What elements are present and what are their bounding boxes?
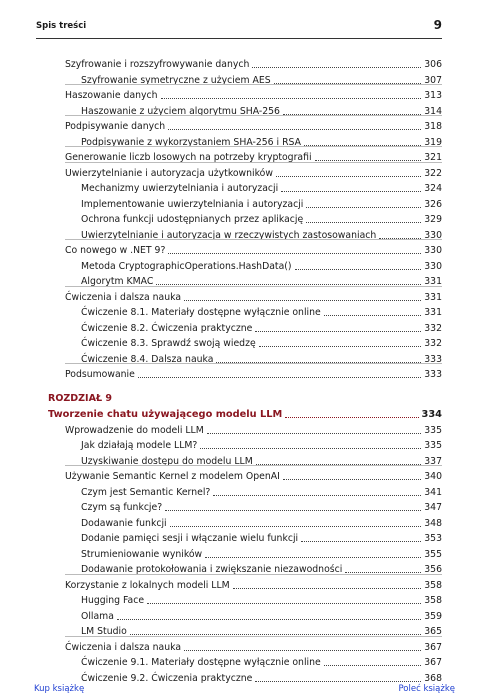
dot-leader	[252, 57, 421, 68]
toc-entry-page: 332	[424, 338, 442, 349]
dot-leader	[200, 438, 421, 449]
toc-entry-page: 353	[424, 533, 442, 544]
dot-leader	[184, 640, 421, 651]
dot-leader	[207, 423, 421, 434]
dot-leader	[306, 197, 421, 208]
dot-leader	[324, 655, 422, 666]
toc-entry-title: Czym jest Semantic Kernel?	[81, 486, 211, 498]
dot-leader	[216, 352, 421, 363]
toc-entry[interactable]	[48, 335, 442, 351]
dot-leader	[255, 671, 421, 682]
toc-entry-title: Dodawanie funkcji	[81, 517, 167, 529]
toc-entry-page: 368	[424, 672, 442, 684]
toc-entry[interactable]	[48, 196, 442, 212]
chapter-page: 334	[421, 408, 442, 420]
toc-entry-title: Podpisywanie danych	[65, 121, 166, 132]
dot-leader	[274, 73, 422, 84]
toc-entry[interactable]	[48, 304, 442, 320]
dot-leader	[276, 166, 421, 177]
toc-entry[interactable]	[48, 258, 442, 274]
toc-entry-title: Hugging Face	[81, 595, 145, 606]
toc-entry-page: 356	[424, 564, 442, 575]
dot-leader	[283, 104, 421, 115]
dot-leader	[233, 578, 422, 589]
dot-leader	[304, 135, 421, 146]
chapter-title: Tworzenie chatu używającego modelu LLM	[48, 408, 283, 420]
dot-leader	[285, 407, 418, 418]
toc-entry-title: Uwierzytelnianie i autoryzacja użytkowników	[65, 167, 273, 179]
toc-entry[interactable]	[48, 242, 442, 258]
toc-entry[interactable]	[48, 180, 442, 196]
buy-book-link[interactable]: Kup książkę	[34, 684, 85, 694]
toc-entry-page: 322	[424, 167, 442, 179]
toc-entry-title: Metoda CryptographicOperations.HashData()	[81, 260, 292, 272]
toc-entry-title: Podsumowanie	[65, 369, 135, 380]
toc-entry-page: 358	[424, 595, 442, 606]
dot-leader	[168, 119, 421, 130]
toc-entry[interactable]	[48, 468, 442, 484]
toc-entry-page: 332	[424, 322, 442, 334]
toc-entry-page: 331	[424, 276, 442, 287]
dot-leader	[156, 274, 421, 285]
chapter-title-entry[interactable]	[48, 406, 442, 422]
dot-leader	[295, 259, 422, 270]
toc-entry[interactable]	[48, 484, 442, 500]
toc-entry-title: Algorytm KMAC	[81, 276, 154, 287]
toc-entry-title: Dodawanie protokołowania i zwiększanie niezawodności	[81, 564, 343, 575]
dot-leader	[315, 150, 422, 161]
toc-entry-page: 367	[424, 641, 442, 653]
toc-entry-page: 359	[424, 610, 442, 622]
dot-leader	[255, 321, 421, 332]
dot-leader	[170, 516, 422, 527]
toc-entry-title: Używanie Semantic Kernel z modelem OpenAI	[65, 471, 280, 482]
toc-entry-title: Uzyskiwanie dostępu do modelu LLM	[81, 455, 253, 467]
toc-entry-page: 347	[424, 502, 442, 513]
toc-entry-title: Ćwiczenie 8.2. Ćwiczenia praktyczne	[81, 322, 253, 334]
page-number: 9	[433, 18, 442, 32]
dot-leader	[117, 609, 421, 620]
toc-entry[interactable]	[48, 56, 442, 72]
toc-entry-title: Uwierzytelnianie i autoryzacja w rzeczywistych zastosowaniach	[81, 229, 377, 241]
toc-entry[interactable]	[48, 530, 442, 546]
toc-entry[interactable]	[48, 499, 442, 515]
toc-entry[interactable]	[48, 422, 442, 438]
toc-entry-title: Podpisywanie z wykorzystaniem SHA-256 i RSA	[81, 136, 301, 148]
dot-leader	[205, 547, 421, 558]
toc-entry-title: Ćwiczenie 8.4. Dalsza nauka	[81, 353, 214, 365]
toc-entry-page: 335	[424, 424, 442, 436]
toc-entry[interactable]	[48, 515, 442, 531]
toc-entry[interactable]	[48, 546, 442, 562]
toc-entry[interactable]	[48, 437, 442, 453]
toc-entry-title: Haszowanie danych	[65, 90, 158, 101]
dot-leader	[168, 243, 421, 254]
toc-entry-page: 335	[424, 440, 442, 451]
toc-entry-page: 355	[424, 548, 442, 560]
toc-section-chapter-9	[48, 422, 442, 686]
toc-entry-page: 340	[424, 471, 442, 482]
toc-entry-title: Wprowadzenie do modeli LLM	[65, 424, 204, 436]
toc-entry-title: Ochrona funkcji udostępnianych przez aplikację	[81, 214, 304, 225]
toc-entry-page: 333	[424, 369, 442, 380]
toc-entry-page: 326	[424, 198, 442, 210]
toc-entry[interactable]	[48, 608, 442, 624]
header-divider	[36, 38, 442, 39]
dot-leader	[138, 367, 421, 378]
toc-entry-page: 331	[424, 291, 442, 303]
toc-entry-page: 337	[424, 455, 442, 467]
toc-entry-page: 358	[424, 579, 442, 591]
toc-section-chapter-8	[48, 56, 442, 382]
table-of-contents	[48, 56, 442, 685]
toc-entry-page: 321	[424, 152, 442, 163]
toc-entry-title: Ćwiczenie 8.3. Sprawdź swoją wiedzę	[81, 338, 256, 349]
dot-leader	[324, 305, 422, 316]
toc-entry-title: Implementowanie uwierzytelniania i autoryzacji	[81, 198, 304, 210]
dot-leader	[256, 454, 422, 465]
toc-entry[interactable]	[48, 654, 442, 670]
toc-entry-page: 330	[424, 260, 442, 272]
toc-entry-title: Jak działają modele LLM?	[81, 440, 198, 451]
toc-entry-page: 348	[424, 517, 442, 529]
toc-entry-page: 324	[424, 183, 442, 194]
toc-entry-page: 341	[424, 486, 442, 498]
toc-entry[interactable]	[48, 211, 442, 227]
toc-entry-title: Mechanizmy uwierzytelniania i autoryzacji	[81, 183, 279, 194]
chapter-label: ROZDZIAŁ 9	[48, 392, 112, 404]
toc-entry-page: 333	[424, 353, 442, 365]
toc-entry-title: Ćwiczenie 9.2. Ćwiczenia praktyczne	[81, 672, 253, 684]
toc-entry[interactable]	[48, 639, 442, 655]
dot-leader	[306, 212, 421, 223]
dot-leader	[345, 562, 421, 573]
toc-entry-page: 319	[424, 136, 442, 148]
toc-entry-page: 330	[424, 229, 442, 241]
toc-entry[interactable]	[48, 592, 442, 608]
toc-entry-title: Co nowego w .NET 9?	[65, 245, 166, 256]
dot-leader	[130, 624, 421, 635]
toc-entry-title: Ćwiczenia i dalsza nauka	[65, 291, 182, 303]
dot-leader	[147, 593, 421, 604]
toc-entry-title: Ćwiczenia i dalsza nauka	[65, 641, 182, 653]
toc-entry-title: Strumieniowanie wyników	[81, 548, 203, 560]
toc-entry-page: 306	[424, 59, 442, 70]
toc-entry-title: Czym są funkcje?	[81, 502, 163, 513]
toc-entry[interactable]	[48, 289, 442, 305]
toc-entry-title: Dodanie pamięci sesji i włączanie wielu funkcji	[81, 533, 299, 544]
dot-leader	[301, 531, 421, 542]
toc-entry-title: Ćwiczenie 9.1. Materiały dostępne wyłącznie online	[81, 657, 321, 668]
toc-entry-page: 313	[424, 90, 442, 101]
dot-leader	[283, 469, 421, 480]
toc-entry-title: LM Studio	[81, 626, 127, 637]
toc-entry-page: 367	[424, 657, 442, 668]
toc-entry-title: Szyfrowanie symetryczne z użyciem AES	[81, 74, 271, 86]
dot-leader	[184, 290, 421, 301]
toc-entry[interactable]	[48, 320, 442, 336]
toc-entry[interactable]	[48, 118, 442, 134]
page-footer	[0, 684, 487, 698]
toc-entry-page: 365	[424, 626, 442, 637]
dot-leader	[281, 181, 421, 192]
toc-entry[interactable]	[48, 165, 442, 181]
toc-entry[interactable]	[48, 577, 442, 593]
toc-entry-page: 329	[424, 214, 442, 225]
dot-leader	[213, 485, 421, 496]
page-header	[36, 18, 442, 36]
toc-entry-title: Generowanie liczb losowych na potrzeby kryptografii	[65, 152, 312, 163]
toc-entry-page: 307	[424, 74, 442, 86]
running-title: Spis treści	[36, 21, 87, 31]
dot-leader	[259, 336, 422, 347]
toc-entry-page: 318	[424, 121, 442, 132]
toc-entry-title: Korzystanie z lokalnych modeli LLM	[65, 579, 230, 591]
dot-leader	[379, 228, 421, 239]
toc-entry-title: Ćwiczenie 8.1. Materiały dostępne wyłącznie online	[81, 307, 321, 318]
toc-entry-title: Szyfrowanie i rozszyfrowywanie danych	[65, 59, 250, 70]
toc-entry[interactable]	[48, 366, 442, 382]
toc-entry-page: 331	[424, 307, 442, 318]
toc-entry-page: 330	[424, 245, 442, 256]
toc-entry-title: Ollama	[81, 610, 114, 622]
toc-entry-title: Haszowanie z użyciem algorytmu SHA-256	[81, 105, 280, 117]
recommend-book-link[interactable]: Poleć książkę	[398, 684, 455, 694]
toc-entry[interactable]	[48, 87, 442, 103]
toc-entry[interactable]	[48, 670, 442, 686]
dot-leader	[161, 88, 422, 99]
toc-entry-page: 314	[424, 105, 442, 117]
dot-leader	[165, 500, 421, 511]
